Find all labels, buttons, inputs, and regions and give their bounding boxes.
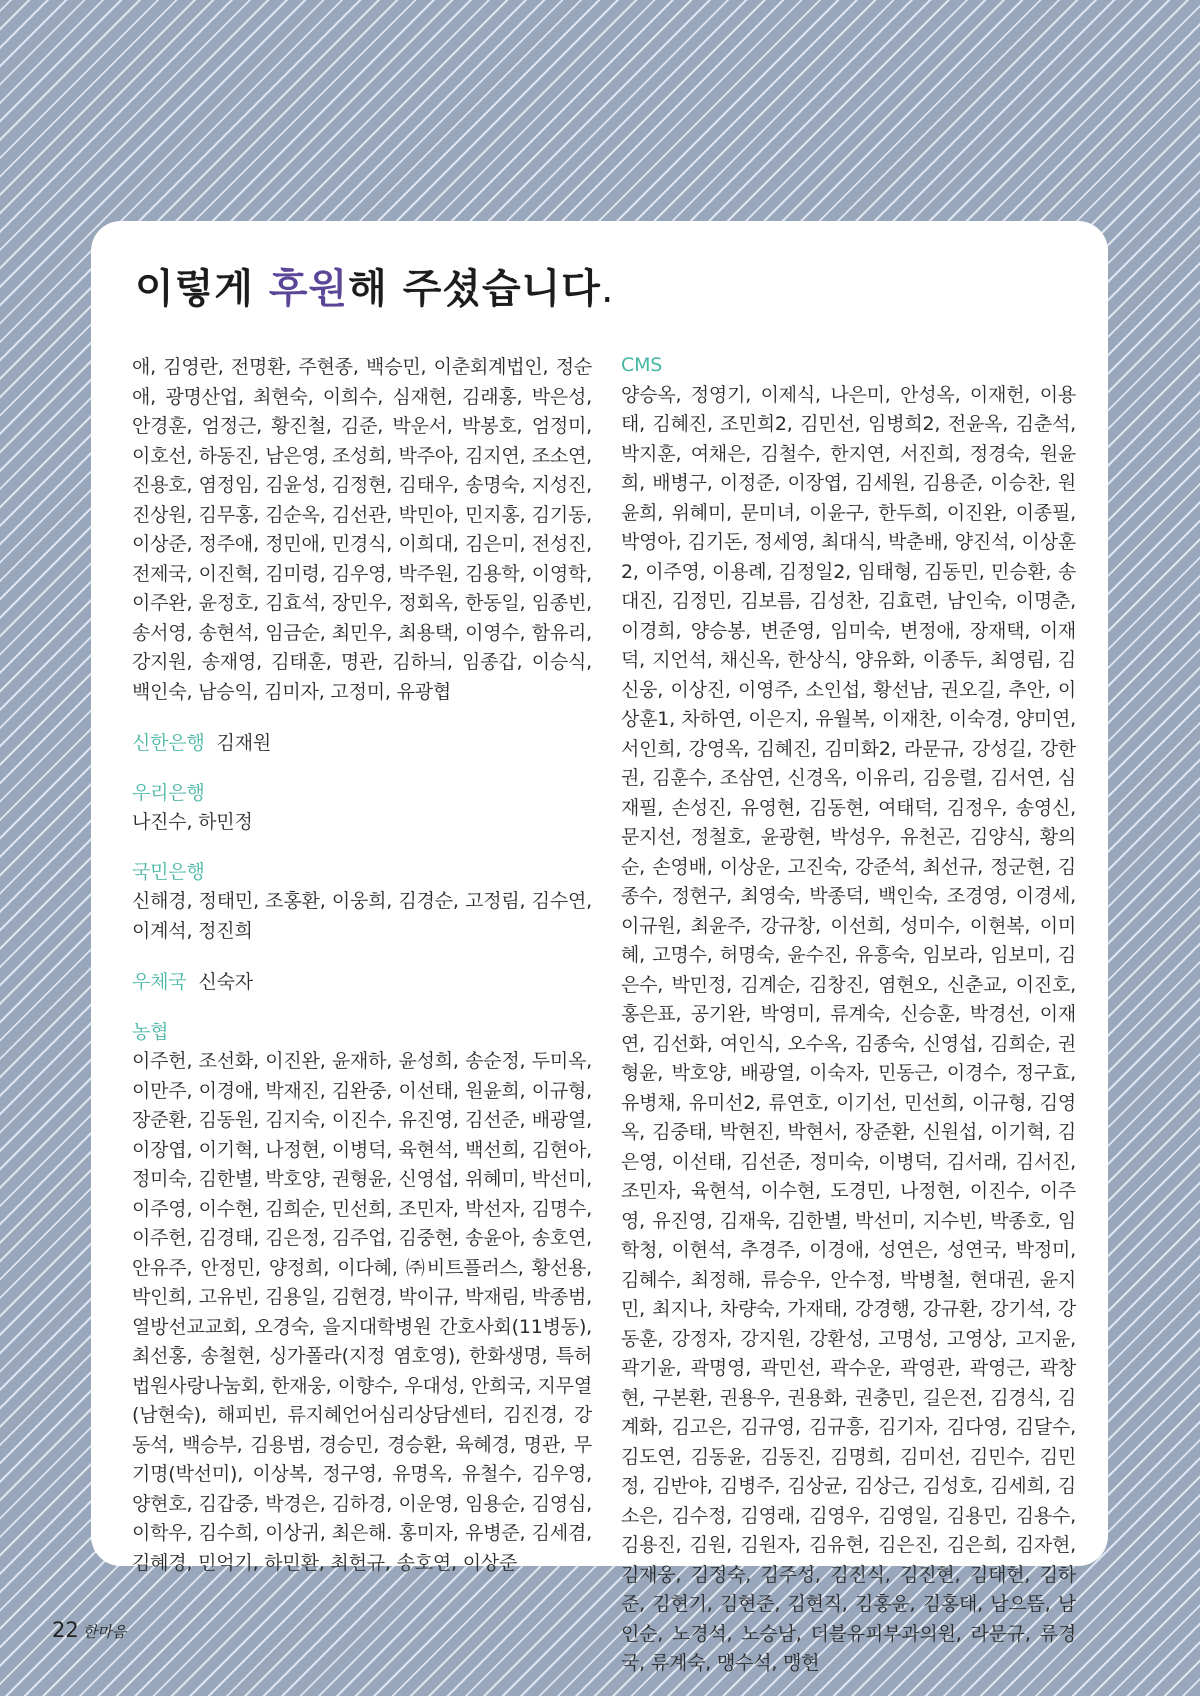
woori-bank-heading: 우리은행 bbox=[132, 781, 205, 804]
shinhan-section bbox=[132, 729, 592, 759]
left-column bbox=[132, 353, 592, 1578]
shinhan-bank-heading: 신한은행 bbox=[132, 732, 205, 754]
post-office-names: 신숙자 bbox=[198, 971, 253, 993]
post-section bbox=[132, 968, 592, 998]
kookmin-section bbox=[132, 858, 592, 947]
cms-names: 양승옥, 정영기, 이제식, 나은미, 안성옥, 이재헌, 이용태, 김혜진, 조민희2, 김민선, 임병희2, 전윤옥, 김춘석, 박지훈, 여채은, 김철수, 한지연, 서진희, 정경숙, 원윤희, 배병구, 이정준, 이장엽, 김세원, 김용준, 이승찬, 원윤희, 위혜미, 문미녀, 이윤구, 한두희, 이진완, 이종필, 박영아, 김기돈, 정세영, 최대식, 박춘배, 양진석, 이상훈2, 이주영, 이용례, 김정일2, 임태형, 김동민, 민승환, 송대진, 김정민, 김보름, 김성찬, 김효련, 남인숙, 이명춘, 이경희, 양승봉, 변준영, 임미숙, 변정애, 장재택, 이재덕, 지언석, 채신옥, 한상식, 양유화, 이종두, 최영림, 김신웅, 이상진, 이영주, 소인섭, 황선남, 권오길, 추안, 이상훈1, 차하연, 이은지, 유월복, 이재찬, 이숙경, 양미연, 서인희, 강영옥, 김혜진, 김미화2, 라문규, 강성길, 강한권, 김훈수, 조삼연, 신경옥, 이유리, 김응렬, 김서연, 심재필, 손성진, 유영현, 김동현, 여태덕, 김정우, 송영신, 문지선, 정철호, 윤광현, 박성우, 유천곤, 김양식, 황의순, 손영배, 이상운, 고진숙, 강준석, 최선규, 정군현, 김종수, 정현구, 최영숙, 박종덕, 백인숙, 조경영, 이경세, 이규원, 최윤주, 강규창, 이선희, 성미수, 이현복, 이미혜, 고명수, 허명숙, 윤수진, 유흥숙, 임보라, 임보미, 김은수, 박민정, 김계순, 김창진, 염현오, 신춘교, 이진호, 홍은표, 공기완, 박영미, 류계숙, 신승훈, 박경선, 이재연, 김선화, 여인식, 오수옥, 김종숙, 신영섭, 김희순, 권형윤, 박호양, 배광열, 이숙자, 민동근, 이경수, 정구효, 유병채, 유미선2, 류연호, 이기선, 민선희, 이규형, 김영옥, 김중태, 박현진, 박현서, 장준환, 신원섭, 이기혁, 김은영, 이선태, 김선준, 정미숙, 이병덕, 김서래, 김서진, 조민자, 육현석, 이수현, 도경민, 나정현, 이진수, 이주영, 유진영, 김재욱, 김한별, 박선미, 지수빈, 박종호, 임학청, 이현석, 추경주, 이경애, 성연은, 성연국, 박정미, 김혜수, 최정해, 류승우, 안수정, 박병철, 현대권, 윤지민, 최지나, 차량숙, 가재태, 강경행, 강규환, 강기석, 강동훈, 강정자, 강지원, 강환성, 고명성, 고영상, 고지윤, 곽기윤, 곽명영, 곽민선, 곽수운, 곽영관, 곽영근, 곽창현, 구본환, 권용우, 권용화, 권충민, 길은전, 김경식, 김계화, 김고은, 김규영, 김규흥, 김기자, 김다영, 김달수, 김도연, 김동윤, 김동진, 김명희, 김미선, 김민수, 김민정, 김반야, 김병주, 김상균, 김상근, 김성호, 김세희, 김소은, 김수정, 김영래, 김영우, 김영일, 김용민, 김용수, 김용진, 김원, 김원자, 김유현, 김은진, 김은희, 김자현, 김재웅, 김정숙, 김주성, 김진식, 김진현, 김태헌, 김하준, 김현기, 김현준, 김현직, 김홍윤, 김홍태, 남으뜸, 남인순, 노경석, 노승남, 더블유피부과의원, 라문규, 류경국, 류계숙, 맹수석, 맹현 bbox=[621, 383, 1076, 1674]
page-number: 22 bbox=[52, 1618, 79, 1642]
shinhan-bank-names: 김재원 bbox=[216, 732, 272, 754]
nh-section bbox=[132, 1018, 592, 1579]
woori-section bbox=[132, 779, 592, 838]
woori-bank-names: 나진수, 하민정 bbox=[132, 811, 253, 833]
intro-donor-names: 애, 김영란, 전명환, 주현종, 백승민, 이춘회계법인, 정순애, 광명산업, 최현숙, 이희수, 심재현, 김래홍, 박은성, 안경훈, 엄정근, 황진철, 김준, 박운서, 박봉호, 엄정미, 이호선, 하동진, 남은영, 조성희, 박주아, 김지연, 조소연, 진용호, 염정임, 김윤성, 김정현, 김태우, 송명숙, 지성진, 진상원, 김무홍, 김순옥, 김선관, 박민아, 민지홍, 김기동, 이상준, 정주애, 정민애, 민경식, 이희대, 김은미, 전성진, 전제국, 이진혁, 김미령, 김우영, 박주원, 김용학, 이영학, 이주완, 윤정호, 김효석, 장민우, 정회옥, 한동일, 임종빈, 송서영, 송현석, 임금순, 최민우, 최용택, 이영수, 함유리, 강지원, 송재영, 김태훈, 명관, 김하늬, 임종갑, 이승식, 백인숙, 남승익, 김미자, 고정미, 유광협 bbox=[132, 356, 592, 703]
nh-names: 이주헌, 조선화, 이진완, 윤재하, 윤성희, 송순정, 두미옥, 이만주, 이경애, 박재진, 김완중, 이선태, 원윤희, 이규형, 장준환, 김동원, 김지숙, 이진수, 유진영, 김선준, 배광열, 이장엽, 이기혁, 나정현, 이병덕, 육현석, 백선희, 김현아, 정미숙, 김한별, 박호양, 권형윤, 신영섭, 위혜미, 박선미, 이주영, 이수현, 김희순, 민선희, 조민자, 박선자, 김명수, 이주헌, 김경태, 김은정, 김주업, 김중현, 송윤아, 송호연, 안유주, 안정민, 양정희, 이다혜, ㈜비트플러스, 황선용, 박인희, 고유빈, 김용일, 김현경, 박이규, 박재림, 박종범, 열방선교교회, 오경숙, 을지대학병원 간호사회(11병동), 최선홍, 송철현, 싱가폴라(지정 염호영), 한화생명, 특허법원사랑나눔회, 한재웅, 이향수, 우대성, 안희국, 지무열(남현숙), 해피빈, 류지혜언어심리상담센터, 김진경, 강동석, 백승부, 김용범, 경승민, 경승환, 육혜경, 명관, 무기명(박선미), 이상복, 정구영, 유명옥, 유철수, 김우영, 양현호, 김갑중, 박경은, 김하경, 이운영, 임용순, 김영심, 이학우, 김수희, 이상귀, 최은해. 홍미자, 유병준, 김세겸, 김혜경, 민억기, 하민환, 최헌규, 송호연, 이상준 bbox=[132, 1050, 592, 1574]
title-text-end: 해 주셨습니다 bbox=[348, 266, 601, 312]
right-column bbox=[621, 351, 1076, 1679]
page-footer bbox=[52, 1618, 126, 1642]
magazine-logo: 한마음 bbox=[82, 1623, 127, 1641]
kookmin-bank-heading: 국민은행 bbox=[132, 860, 205, 883]
title-dot: . bbox=[600, 266, 615, 312]
title-highlight: 후원 bbox=[268, 266, 349, 312]
page-title bbox=[135, 257, 615, 314]
cms-heading: CMS bbox=[621, 354, 663, 376]
nh-heading: 농협 bbox=[132, 1020, 169, 1043]
title-text: 이렇게 bbox=[135, 266, 269, 312]
post-office-heading: 우체국 bbox=[132, 971, 187, 993]
kookmin-bank-names: 신해경, 정태민, 조홍환, 이웅희, 김경순, 고정림, 김수연, 이계석, 정진희 bbox=[132, 890, 592, 942]
